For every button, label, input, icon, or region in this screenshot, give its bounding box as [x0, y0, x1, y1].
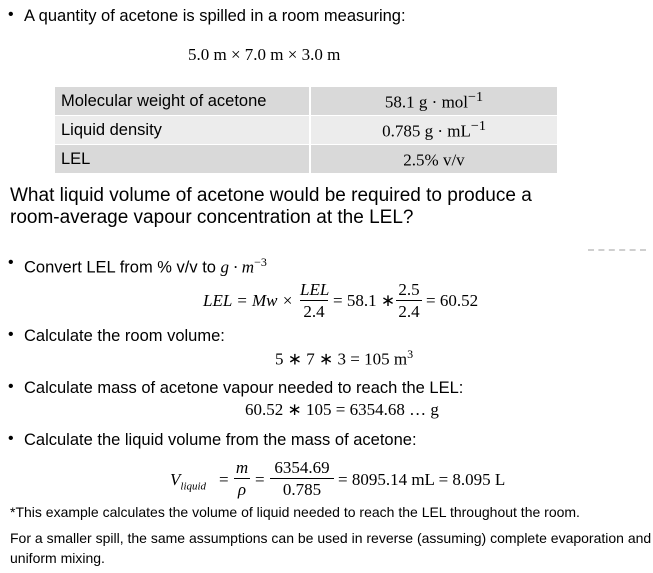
intro-text: A quantity of acetone is spilled in a room measuring: — [24, 7, 406, 25]
properties-table — [55, 87, 557, 174]
table-row — [55, 87, 557, 116]
bullet-icon: • — [8, 326, 14, 343]
table-row — [55, 116, 557, 145]
note-line-1: For a smaller spill, the same assumptions can be used in reverse (assuming) complete evaporation and — [10, 530, 652, 546]
bullet-icon: • — [8, 430, 14, 447]
table-row — [55, 145, 557, 174]
table-cell-label: Molecular weight of acetone — [55, 87, 310, 116]
lel-equation-mid: = 58.1 ∗ — [333, 291, 396, 310]
question-line-2: room-average vapour concentration at the LEL? — [10, 207, 414, 228]
bullet-icon: • — [8, 378, 14, 395]
mass-density-fraction: m ρ — [235, 458, 249, 499]
mass-equation: 60.52 ∗ 105 = 6354.68 … g — [245, 400, 439, 419]
note-line-2: uniform mixing. — [10, 550, 105, 566]
step-convert-text: Convert LEL from % v/v to $g \cdot m^{-3}$ — [24, 255, 267, 277]
step-room-text: Calculate the room volume: — [24, 327, 225, 345]
decorative-dash — [588, 249, 646, 251]
step-liquid-text: Calculate the liquid volume from the mass of acetone: — [24, 431, 417, 449]
question-line-1: What liquid volume of acetone would be required to produce a — [10, 185, 532, 206]
table-cell-value: 2.5% v/v — [310, 145, 557, 174]
lel-result: = 60.52 — [426, 291, 479, 310]
footnote-text: *This example calculates the volume of liquid needed to reach the LEL throughout the room. — [10, 504, 580, 520]
bullet-icon: • — [8, 254, 14, 271]
step-mass-text: Calculate mass of acetone vapour needed to reach the LEL: — [24, 379, 464, 397]
liquid-value-fraction: 6354.69 0.785 — [270, 458, 334, 499]
liquid-eq-sign-2: = — [255, 470, 265, 489]
table-cell-label: Liquid density — [55, 116, 310, 145]
liquid-volume-result: = 8095.14 mL = 8.095 L — [338, 470, 506, 489]
table-cell-value: 0.785 $g \cdot mL^{-1}$ — [310, 116, 557, 145]
liquid-volume-symbol: $V_{liquid}$ — [170, 470, 207, 493]
bullet-icon: • — [8, 6, 14, 23]
table-cell-label: LEL — [55, 145, 310, 174]
lel-equation-lhs: LEL = Mw × — [203, 291, 294, 310]
lel-fraction: LEL 2.4 — [300, 280, 330, 321]
room-volume-equation: 5 ∗ 7 ∗ 3 = 105 $m^3$ — [275, 347, 414, 369]
room-dimensions: 5.0 m × 7.0 m × 3.0 m — [188, 45, 341, 64]
ratio-fraction: 2.5 2.4 — [396, 280, 422, 321]
liquid-eq-sign-1: = — [219, 470, 229, 489]
table-cell-value: 58.1 g · mol$^{-1}$ — [310, 87, 557, 116]
